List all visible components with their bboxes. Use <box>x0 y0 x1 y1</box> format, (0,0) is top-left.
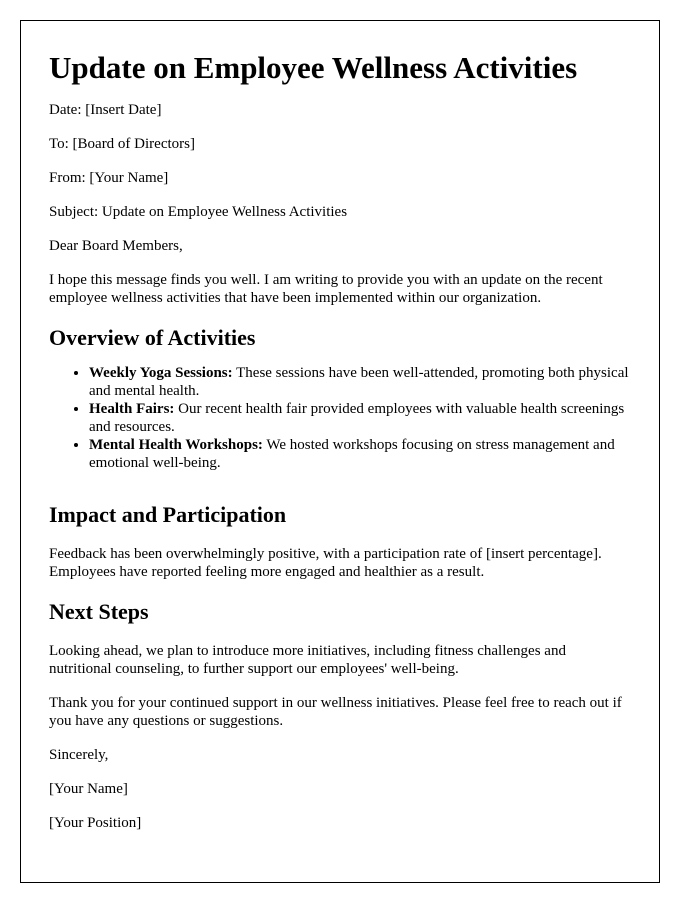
signoff: Sincerely, <box>49 747 109 763</box>
overview-heading: Overview of Activities <box>49 325 256 350</box>
date-line: Date: [Insert Date] <box>49 102 162 118</box>
subject-line: Subject: Update on Employee Wellness Activities <box>49 204 348 220</box>
list-item <box>89 364 631 400</box>
signer-name: [Your Name] <box>49 781 128 797</box>
letter-title: Update on Employee Wellness Activities <box>49 50 578 85</box>
impact-heading: Impact and Participation <box>49 502 287 527</box>
activity-label: Weekly Yoga Sessions: <box>89 365 233 381</box>
salutation: Dear Board Members, <box>49 238 183 254</box>
from-line: From: [Your Name] <box>49 170 169 186</box>
activity-text: These sessions have been well-attended, promoting both physical and mental health. <box>89 365 629 399</box>
activity-text: Our recent health fair provided employees with valuable health screenings and resources. <box>89 401 625 435</box>
activity-label: Health Fairs: <box>89 401 175 417</box>
list-item <box>89 436 631 472</box>
next-steps-heading: Next Steps <box>49 599 149 624</box>
signer-position: [Your Position] <box>49 815 142 831</box>
impact-paragraph: Feedback has been overwhelmingly positive, with a participation rate of [insert percentage]. Employees have reported feeling more engaged and healthier as a result. <box>49 546 602 580</box>
spacer <box>49 472 631 488</box>
next-steps-paragraph: Looking ahead, we plan to introduce more initiatives, including fitness challenges and nutritional counseling, to further support our employees' well-being. <box>49 643 566 677</box>
intro-paragraph: I hope this message finds you well. I am writing to provide you with an update on the recent employee wellness activities that have been implemented within our organization. <box>49 272 603 306</box>
activities-list <box>49 364 631 472</box>
list-item <box>89 400 631 436</box>
letter-page <box>20 20 660 883</box>
activity-text: We hosted workshops focusing on stress management and emotional well-being. <box>89 437 615 471</box>
activity-label: Mental Health Workshops: <box>89 437 263 453</box>
thanks-paragraph: Thank you for your continued support in our wellness initiatives. Please feel free to reach out if you have any questions or suggestions. <box>49 695 622 729</box>
to-line: To: [Board of Directors] <box>49 136 195 152</box>
